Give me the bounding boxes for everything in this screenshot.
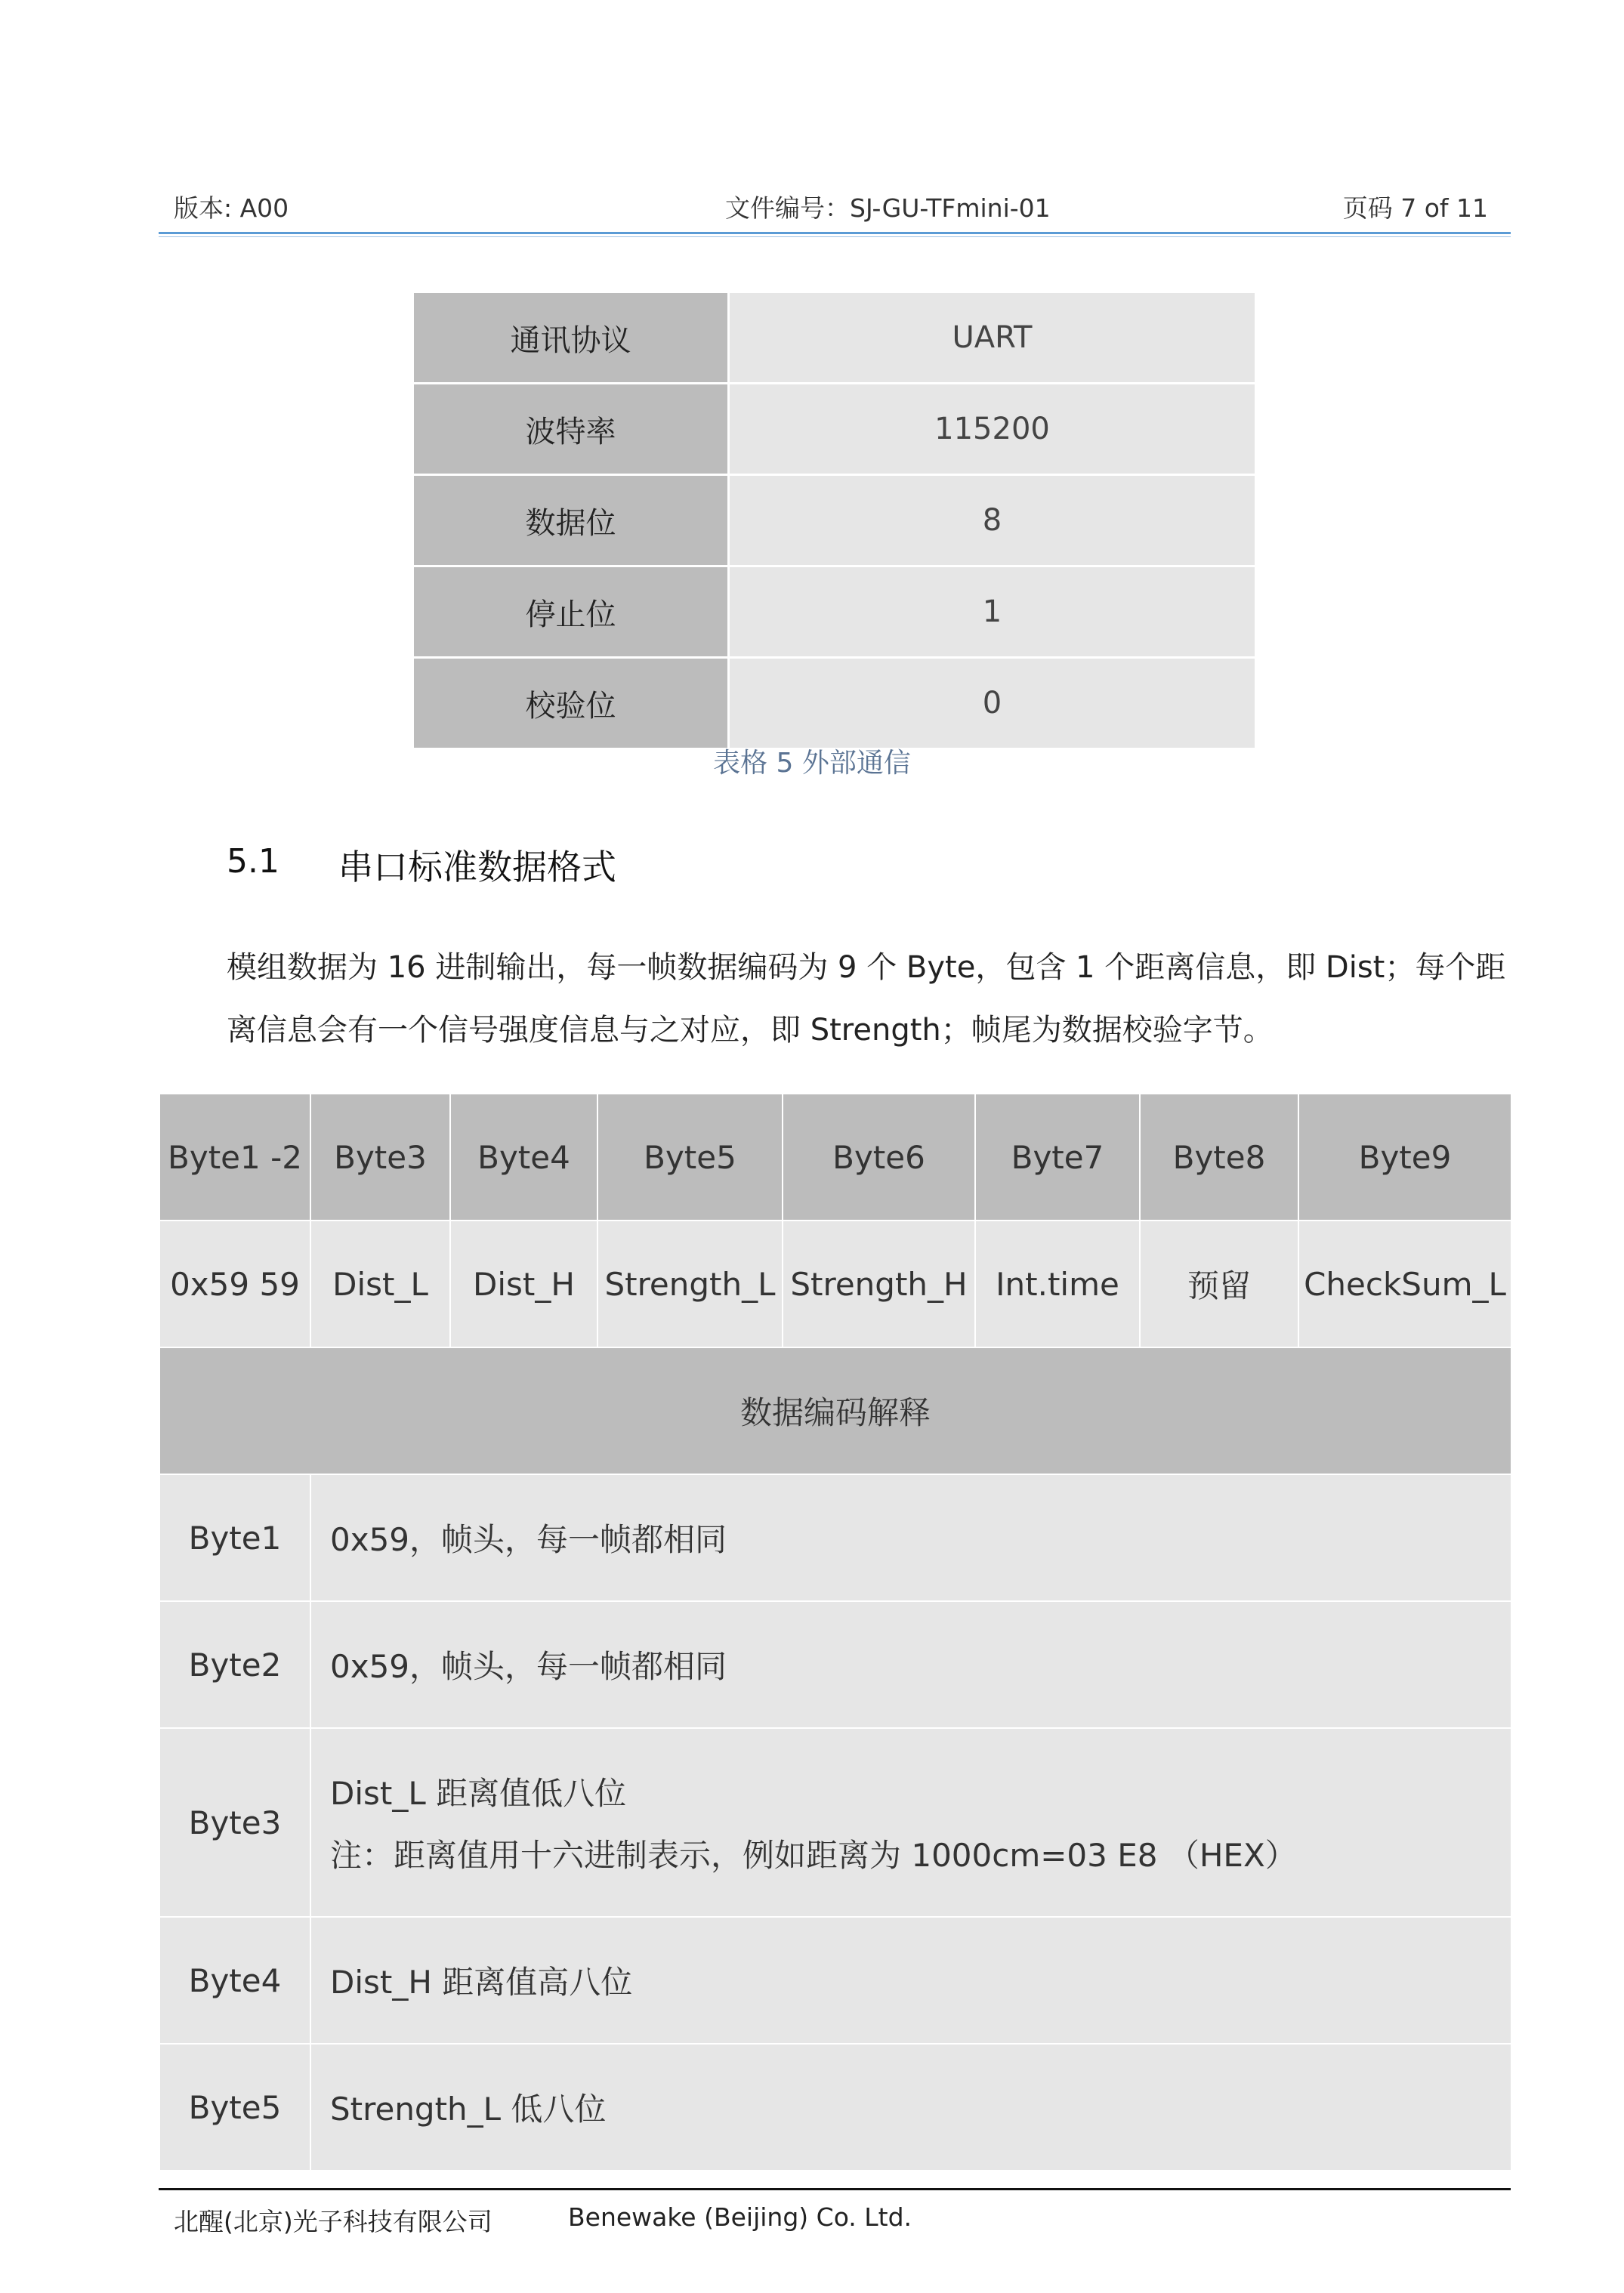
footer-company-en: Benewake (Beijing) Co. Ltd. [568, 2202, 912, 2232]
byte-label: Byte1 [159, 1474, 310, 1601]
table-row [413, 566, 1256, 658]
byte-description [310, 1474, 1511, 1601]
footer-divider [159, 2188, 1511, 2190]
header-divider-thin [159, 236, 1511, 237]
byte-description-line: Dist_L 距离值低八位 [330, 1775, 627, 1812]
byte-description [310, 1728, 1511, 1917]
column-header: Byte3 [310, 1094, 450, 1221]
byte-description-note: 注：距离值用十六进制表示，例如距离为 1000cm=03 E8 （HEX） [330, 1837, 1297, 1874]
table-cell: 预留 [1140, 1221, 1298, 1347]
byte-label: Byte4 [159, 1917, 310, 2044]
table-section-row [159, 1347, 1511, 1474]
table-row [413, 475, 1256, 566]
param-name: 数据位 [413, 475, 729, 566]
table-cell: Dist_L [310, 1221, 450, 1347]
column-header: Byte9 [1298, 1094, 1511, 1221]
byte-description [310, 1917, 1511, 2044]
byte-description [310, 2044, 1511, 2171]
param-name: 波特率 [413, 384, 729, 475]
param-name: 停止位 [413, 566, 729, 658]
param-name: 通讯协议 [413, 292, 729, 384]
table-cell: Int.time [975, 1221, 1140, 1347]
table-cell: Dist_H [450, 1221, 597, 1347]
header-divider [159, 232, 1511, 234]
table-row [159, 2044, 1511, 2171]
byte-description [310, 1601, 1511, 1728]
byte-format-table [159, 1093, 1512, 2171]
param-value: 115200 [729, 384, 1256, 475]
section-paragraph: 模组数据为 16 进制输出，每一帧数据编码为 9 个 Byte，包含 1 个距离信息，即 Dist；每个距离信息会有一个信号强度信息与之对应，即 Strength；帧尾为数据校验字节。 [227, 950, 1506, 1048]
column-header: Byte4 [450, 1094, 597, 1221]
table-header-row [159, 1094, 1511, 1221]
param-value: 0 [729, 658, 1256, 749]
table-row [159, 1728, 1511, 1917]
column-header: Byte7 [975, 1094, 1140, 1221]
table-row [413, 292, 1256, 384]
byte-label: Byte3 [159, 1728, 310, 1917]
byte-label: Byte5 [159, 2044, 310, 2171]
header-doc-number: 文件编号：SJ-GU-TFmini-01 [725, 193, 1051, 223]
table-cell: 0x59 59 [159, 1221, 310, 1347]
param-value: UART [729, 292, 1256, 384]
table-section-title: 数据编码解释 [159, 1347, 1511, 1474]
table-row [159, 1221, 1511, 1347]
table-cell: CheckSum_L [1298, 1221, 1511, 1347]
table-caption: 表格 5 外部通信 [713, 748, 911, 779]
section-number: 5.1 [227, 842, 279, 881]
byte-description-line: Dist_H 距离值高八位 [330, 1964, 633, 2001]
footer-company-cn: 北醒(北京)光子科技有限公司 [174, 2207, 492, 2236]
header-page-number: 页码 7 of 11 [1342, 193, 1488, 223]
param-name: 校验位 [413, 658, 729, 749]
param-value: 8 [729, 475, 1256, 566]
table-row [413, 384, 1256, 475]
byte-label: Byte2 [159, 1601, 310, 1728]
table-cell: Strength_H [783, 1221, 975, 1347]
table-row [159, 1474, 1511, 1601]
byte-description-line: 0x59，帧头，每一帧都相同 [330, 1648, 727, 1685]
table-row [413, 658, 1256, 749]
comm-params-table [412, 291, 1257, 750]
header-version: 版本: A00 [174, 193, 289, 223]
table-row [159, 1917, 1511, 2044]
table-row [159, 1601, 1511, 1728]
column-header: Byte8 [1140, 1094, 1298, 1221]
section-title: 串口标准数据格式 [338, 847, 616, 887]
column-header: Byte1 -2 [159, 1094, 310, 1221]
table-cell: Strength_L [597, 1221, 783, 1347]
param-value: 1 [729, 566, 1256, 658]
column-header: Byte5 [597, 1094, 783, 1221]
byte-description-line: Strength_L 低八位 [330, 2091, 607, 2128]
byte-description-line: 0x59，帧头，每一帧都相同 [330, 1521, 727, 1558]
column-header: Byte6 [783, 1094, 975, 1221]
